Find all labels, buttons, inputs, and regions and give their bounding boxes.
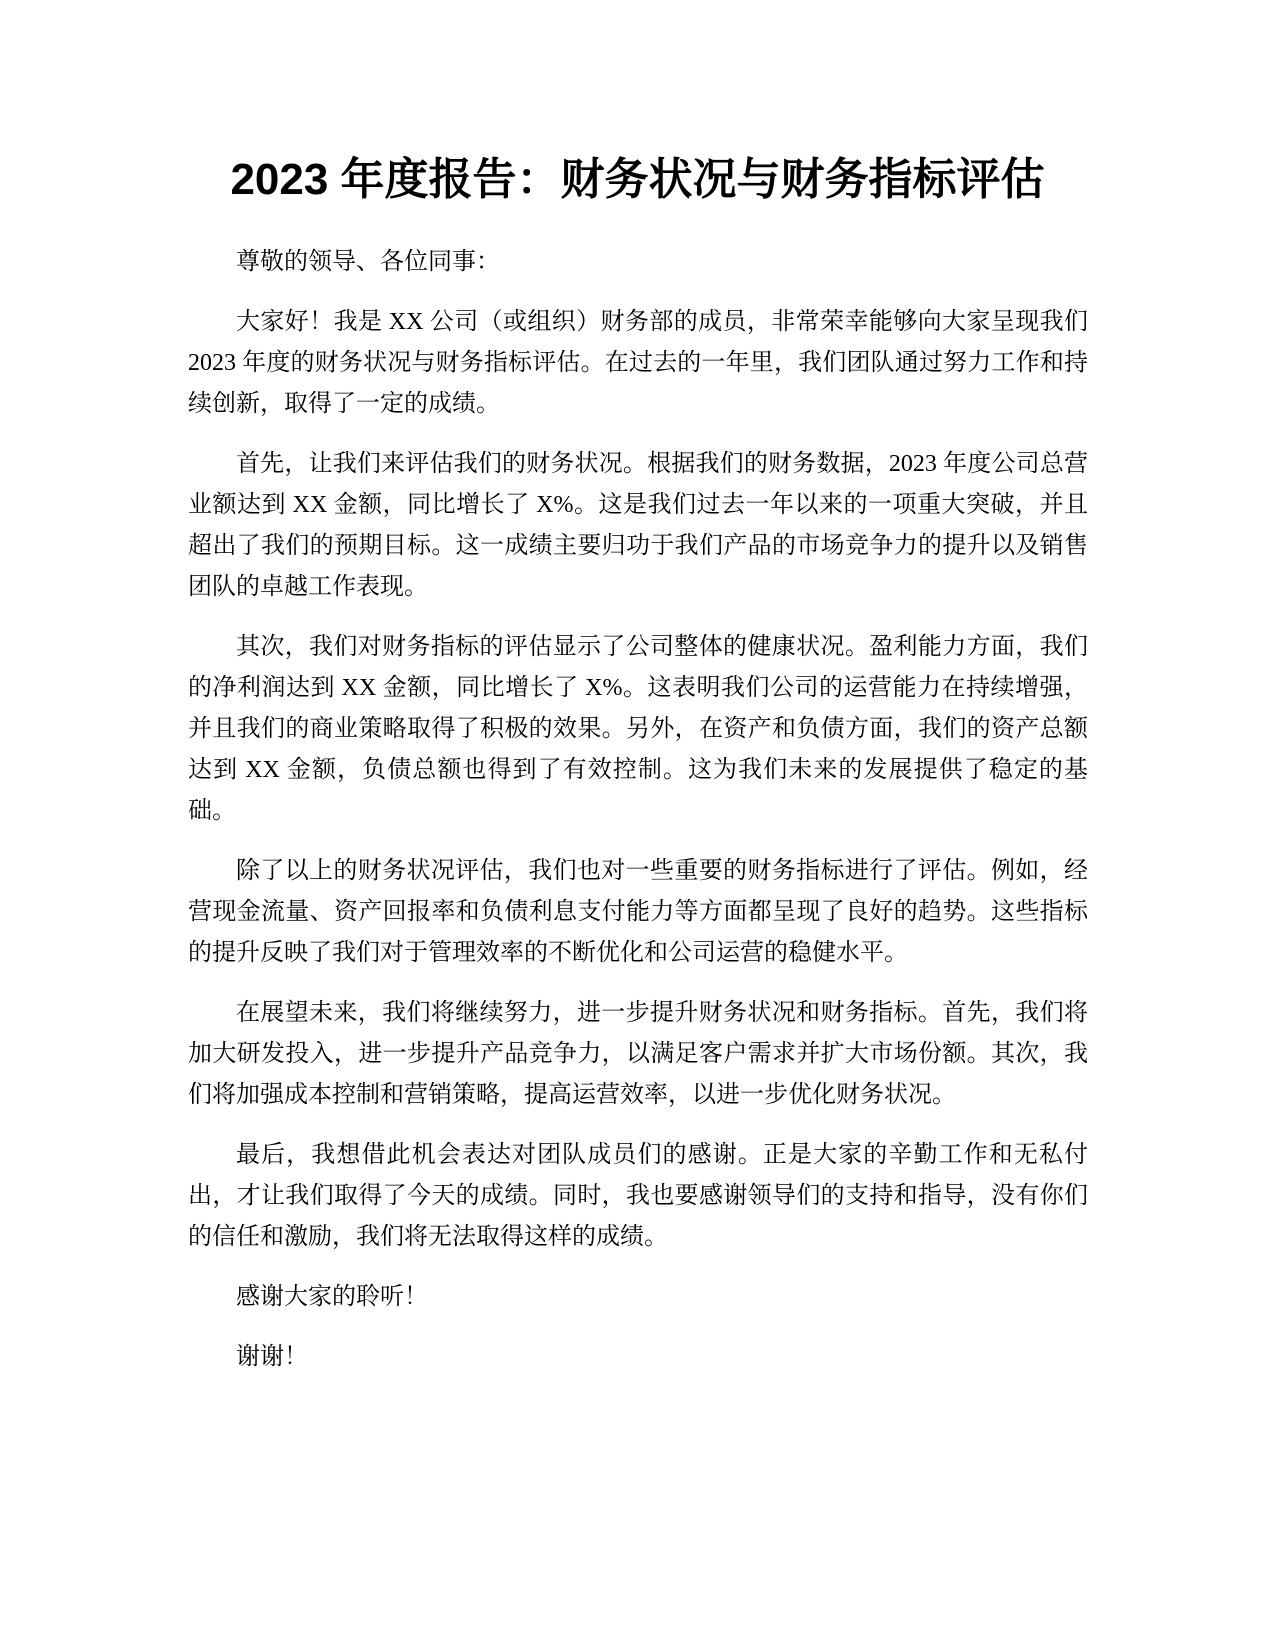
signoff-paragraph: 谢谢！ [236,1344,308,1370]
intro-paragraph: 大家好！我是 XX 公司（或组织）财务部的成员，非常荣幸能够向大家呈现我们 2023 年度的财务状况与财务指标评估。在过去的一年里，我们团队通过努力工作和持续创新，取得了一定的成绩。 [188,309,1088,417]
outlook-paragraph: 在展望未来，我们将继续努力，进一步提升财务状况和财务指标。首先，我们将加大研发投入，进一步提升产品竞争力，以满足客户需求并扩大市场份额。其次，我们将加强成本控制和营销策略，提高运营效率，以进一步优化财务状况。 [188,1000,1088,1108]
document-title: 2023 年度报告：财务状况与财务指标评估 [230,155,1045,204]
financial-indicators-paragraph: 其次，我们对财务指标的评估显示了公司整体的健康状况。盈利能力方面，我们的净利润达到 XX 金额，同比增长了 X%。这表明我们公司的运营能力在持续增强，并且我们的商业策略取得了积极的效果。另外，在资产和负债方面，我们的资产总额达到 XX 金额，负债总额也得到了有效控制。这为我们未来的发展提供了稳定的基础。 [188,634,1088,824]
thanks-team-paragraph: 最后，我想借此机会表达对团队成员们的感谢。正是大家的辛勤工作和无私付出，才让我们取得了今天的成绩。同时，我也要感谢领导们的支持和指导，没有你们的信任和激励，我们将无法取得这样的成绩。 [188,1142,1088,1250]
other-indicators-paragraph: 除了以上的财务状况评估，我们也对一些重要的财务指标进行了评估。例如，经营现金流量、资产回报率和负债利息支付能力等方面都呈现了良好的趋势。这些指标的提升反映了我们对于管理效率的不断优化和公司运营的稳健水平。 [188,858,1088,966]
financial-status-paragraph: 首先，让我们来评估我们的财务状况。根据我们的财务数据，2023 年度公司总营业额达到 XX 金额，同比增长了 X%。这是我们过去一年以来的一项重大突破，并且超出了我们的预期目标。这一成绩主要归功于我们产品的市场竞争力的提升以及销售团队的卓越工作表现。 [188,451,1088,600]
closing-paragraph: 感谢大家的聆听！ [236,1284,428,1310]
salutation-paragraph: 尊敬的领导、各位同事： [236,249,500,275]
document-body [188,242,1088,1397]
